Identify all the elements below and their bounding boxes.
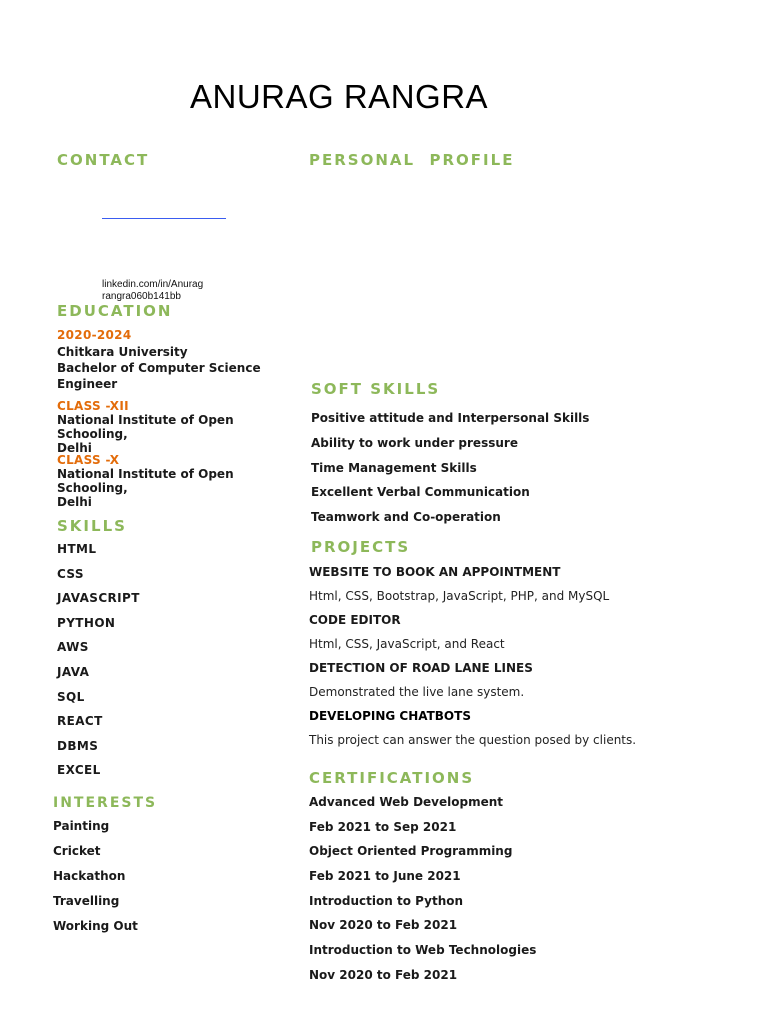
certifications-heading: CERTIFICATIONS bbox=[309, 769, 475, 787]
skill-item: DBMS bbox=[57, 738, 99, 753]
skill-item: PYTHON bbox=[57, 615, 116, 630]
education-year: 2020-2024 bbox=[57, 328, 132, 342]
skill-item: HTML bbox=[57, 542, 97, 556]
personal-profile-heading: PERSONAL PROFILE bbox=[309, 151, 515, 169]
project-description: Html, CSS, Bootstrap, JavaScript, PHP, and MySQL bbox=[309, 589, 610, 603]
project-description: This project can answer the question posed by clients. bbox=[309, 733, 637, 747]
linkedin-line-1: linkedin.com/in/Anurag bbox=[102, 279, 204, 290]
project-description: Html, CSS, JavaScript, and React bbox=[309, 637, 505, 651]
certification-dates: Nov 2020 to Feb 2021 bbox=[309, 967, 458, 982]
projects-heading: PROJECTS bbox=[311, 538, 411, 556]
education-institution: National Institute of Open Schooling, bbox=[57, 413, 234, 441]
contact-heading: CONTACT bbox=[57, 151, 150, 169]
interest-item: Cricket bbox=[53, 844, 101, 858]
contact-link-underline[interactable] bbox=[102, 218, 226, 219]
projects-list bbox=[309, 565, 749, 757]
interests-heading: INTERESTS bbox=[53, 795, 158, 811]
interest-item: Working Out bbox=[53, 919, 138, 933]
soft-skill-item: Positive attitude and Interpersonal Skills bbox=[311, 411, 590, 425]
candidate-name: ANURAG RANGRA bbox=[190, 78, 489, 115]
certification-name: Introduction to Web Technologies bbox=[309, 943, 537, 958]
certification-name: Advanced Web Development bbox=[309, 795, 504, 809]
education-entry-university bbox=[57, 328, 297, 392]
skill-item: CSS bbox=[57, 566, 84, 581]
interest-item: Travelling bbox=[53, 894, 120, 908]
skill-item: JAVASCRIPT bbox=[57, 591, 140, 606]
certifications-list bbox=[309, 795, 536, 993]
certification-dates: Nov 2020 to Feb 2021 bbox=[309, 918, 458, 933]
project-title: WEBSITE TO BOOK AN APPOINTMENT bbox=[309, 565, 561, 579]
soft-skill-item: Time Management Skills bbox=[311, 460, 477, 475]
skills-heading: SKILLS bbox=[57, 517, 127, 535]
project-title: CODE EDITOR bbox=[309, 613, 401, 627]
certification-dates: Feb 2021 to Sep 2021 bbox=[309, 819, 457, 834]
project-description: Demonstrated the live lane system. bbox=[309, 685, 525, 699]
project-title: DETECTION OF ROAD LANE LINES bbox=[309, 661, 533, 675]
education-institution: National Institute of Open Schooling, bbox=[57, 467, 234, 495]
soft-skill-item: Excellent Verbal Communication bbox=[311, 485, 530, 500]
interest-item: Painting bbox=[53, 819, 110, 833]
soft-skill-item: Teamwork and Co-operation bbox=[311, 510, 501, 525]
soft-skill-item: Ability to work under pressure bbox=[311, 435, 518, 450]
education-heading: EDUCATION bbox=[57, 302, 173, 320]
linkedin-line-2: rangra060b141bb bbox=[102, 291, 181, 302]
education-location: Delhi bbox=[57, 441, 92, 455]
education-year: CLASS -X bbox=[57, 453, 120, 467]
linkedin-link[interactable] bbox=[102, 279, 272, 303]
certification-dates: Feb 2021 to June 2021 bbox=[309, 869, 461, 884]
education-entry-class-x bbox=[57, 453, 297, 509]
certification-name: Object Oriented Programming bbox=[309, 844, 513, 859]
soft-skills-heading: SOFT SKILLS bbox=[311, 380, 441, 398]
skill-item: AWS bbox=[57, 640, 89, 655]
education-degree: Bachelor of Computer Science Engineer bbox=[57, 361, 261, 391]
skills-list bbox=[57, 542, 140, 788]
interest-item: Hackathon bbox=[53, 869, 126, 883]
project-title: DEVELOPING CHATBOTS bbox=[309, 709, 471, 723]
education-institution: Chitkara University bbox=[57, 345, 188, 359]
interests-list bbox=[53, 819, 138, 944]
skill-item: REACT bbox=[57, 714, 103, 729]
skill-item: EXCEL bbox=[57, 763, 101, 778]
soft-skills-list bbox=[311, 411, 589, 535]
education-entry-class-xii bbox=[57, 399, 297, 455]
certification-name: Introduction to Python bbox=[309, 893, 464, 908]
education-location: Delhi bbox=[57, 495, 92, 509]
skill-item: JAVA bbox=[57, 664, 90, 679]
skill-item: SQL bbox=[57, 689, 85, 704]
education-year: CLASS -XII bbox=[57, 399, 129, 413]
